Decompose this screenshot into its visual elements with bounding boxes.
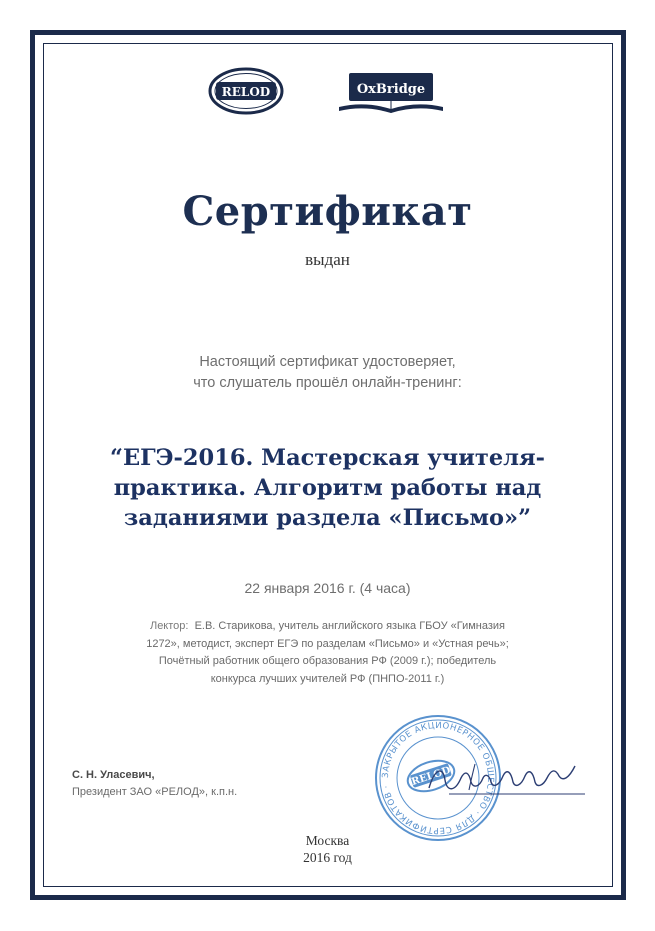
lecturer-label: Лектор:: [149, 620, 189, 632]
course-title-line: “ЕГЭ-2016. Мастерская учителя-: [110, 445, 545, 471]
signer-name: С. Н. Уласевич,: [72, 769, 155, 781]
footer-place-date: [0, 832, 655, 866]
oxbridge-logo-text: OxBridge: [356, 82, 426, 97]
issued-label: выдан: [305, 250, 350, 269]
lecturer-line: конкурса лучших учителей РФ (ПНПО-2011 г.): [210, 672, 445, 685]
stamp-ring-text: ЗАКРЫТОЕ АКЦИОНЕРНОЕ ОБЩЕСТВО · ДЛЯ СЕРТИФИКАТОВ ·: [380, 720, 496, 836]
intro-text: [0, 352, 655, 394]
lecturer-line: Почётный работник общего образования РФ (2009 г.); победитель: [158, 655, 497, 667]
intro-line: что слушатель прошёл онлайн-тренинг:: [193, 375, 462, 391]
year: 2016 год: [303, 850, 352, 865]
lecturer-line: 1272», методист, эксперт ЕГЭ по разделам «Письмо» и «Устная речь»;: [146, 637, 509, 650]
certificate-title: Сертификат: [182, 188, 473, 235]
city: Москва: [305, 833, 350, 848]
relod-logo: [208, 67, 284, 115]
oxbridge-logo: [335, 71, 447, 117]
course-title-line: практика. Алгоритм работы над: [113, 475, 542, 501]
lecturer-info: [100, 618, 555, 688]
signer-title: Президент ЗАО «РЕЛОД», к.п.н.: [72, 786, 238, 798]
training-date: 22 января 2016 г. (4 часа): [244, 580, 411, 596]
relod-logo-text: RELOD: [221, 85, 271, 99]
stamp-center-text: RELOD: [410, 765, 453, 788]
lecturer-line: Е.В. Старикова, учитель английского языка ГБОУ «Гимназия: [194, 620, 506, 632]
president-signature: [425, 758, 590, 803]
course-title-line: заданиями раздела «Письмо»”: [123, 505, 532, 531]
course-title: [0, 443, 655, 533]
intro-line: Настоящий сертификат удостоверяет,: [199, 354, 456, 370]
